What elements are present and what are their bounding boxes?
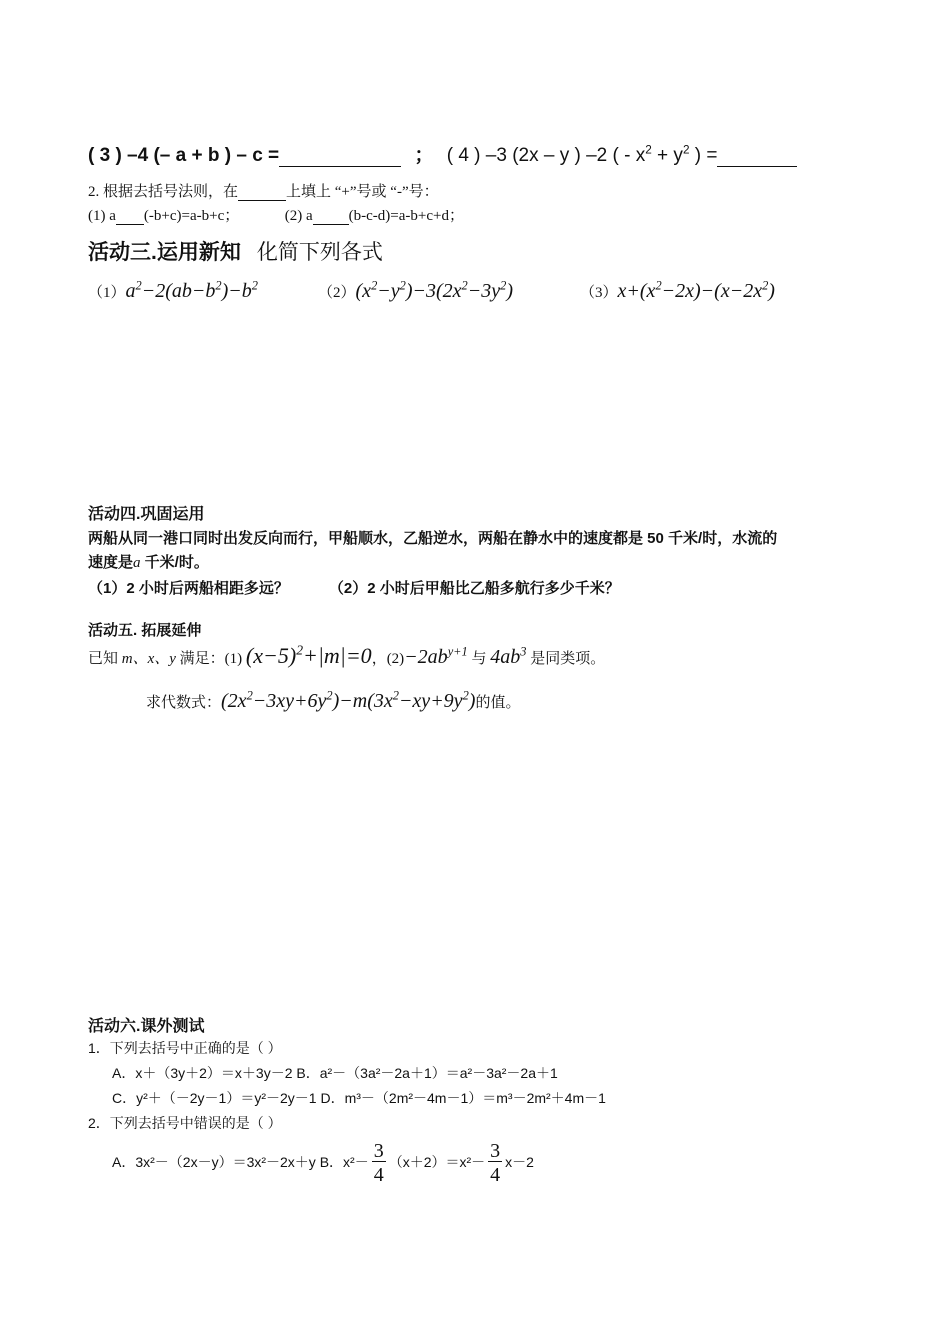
fraction-three-quarters: $\frac{3}{4}$ [490,1140,501,1187]
fraction-three-quarters: $\frac{3}{4}$ [373,1140,384,1187]
activity-3-item-2: $(2)(x^2-y^2)-3(2x^2-3y^2)$ [318,278,513,302]
activity-6-q2-options-ab: A．3x²－（2x－y）＝3x²－2x＋y B．x²－ $\frac{3}{4}$ （x＋2）＝x²－ $\frac{3}{4}$ x－2 [112,1140,534,1187]
activity-3-item-3: $(3)x+(x^2-2x)-(x-2x^2)$ [580,278,775,302]
activity-6-q1-options-cd: C．y²＋（－2y－1）＝y²－2y－1 D．m³－（2m²－4m－1）＝m³－2m²＋4m－1 [112,1090,606,1106]
activity-3-item-1: $(1)a^2-2(ab-b^2)-b^2$ [88,278,258,302]
activity-5-ask: 求代数式：$(2x^2-3xy+6y^2)-m(3x^2-xy+9y^2)$的值。 [146,688,521,712]
activity-6-q2: 2．下列去括号中错误的是（ ） [88,1115,282,1131]
q2-items: (1) a (-b+c)=a-b+c； (2) a (b-c-d)=a-b+c+d； [88,208,464,224]
activity-4-problem-line-2: 速度是a 千米/时。 [88,554,209,571]
activity-4-questions: （1）2 小时后两船相距多远？ （2）2 小时后甲船比乙船多航行多少千米？ [88,580,620,597]
exercise-line-3-4 [88,140,797,167]
activity-5-known: 已知 m、x、y 满足：(1) $(x-5)^2+|m|=0$，$(2)-2ab^{y+1}$ 与 $4ab^3$ 是同类项。 [88,642,606,668]
activity-6-q1-options-ab: A．x＋（3y＋2）＝x＋3y－2 B．a²－（3a²－2a＋1）＝a²－3a²－2a＋1 [112,1065,558,1081]
activity-6-heading: 活动六.课外测试 [88,1018,205,1035]
answer-blank-3 [279,146,401,167]
exercise-3: ( 3 ) –4 (– a + b ) – c = [88,145,280,166]
activity-5-heading: 活动五. 拓展延伸 [88,622,202,639]
answer-blank-4 [717,146,797,167]
activity-6-q1: 1．下列去括号中正确的是（ ） [88,1040,282,1056]
activity-4-heading: 活动四.巩固运用 [88,506,205,523]
q2-title: 2. 根据去括号法则，在 上填上 “+”号或 “-”号： [88,184,439,200]
activity-3-heading: 活动三.运用新知 化简下列各式 [88,241,383,264]
activity-4-problem-line-1: 两船从同一港口同时出发反向而行，甲船顺水，乙船逆水，两船在静水中的速度都是 50 千米/时，水流的 [88,530,778,547]
exercise-4: ( 4 ) –3 (2x – y ) –2 ( - $x^2 + y^2$ ) = [446,143,718,166]
separator: ； [414,145,434,166]
